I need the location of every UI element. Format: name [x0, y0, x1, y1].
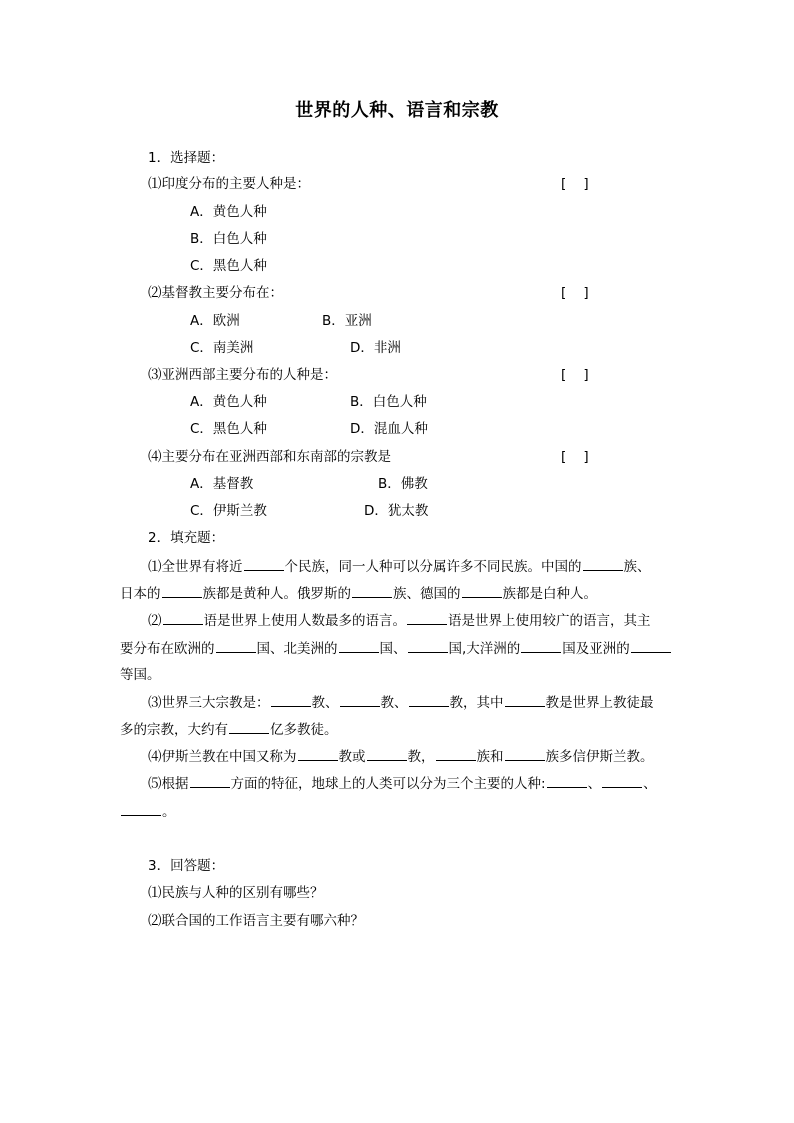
option: C．南美洲 [190, 340, 254, 356]
fill-text: 、 [587, 776, 602, 792]
fill-line [120, 801, 176, 822]
answer-blank[interactable] [436, 746, 476, 761]
fill-line [148, 746, 654, 767]
fill-text: 要分布在欧洲的 [120, 641, 215, 657]
answer-blank[interactable] [271, 692, 311, 707]
page-title: 世界的人种、语言和宗教 [295, 100, 499, 121]
fill-line [148, 556, 651, 577]
fill-text: 方面的特征，地球上的人类可以分为三个主要的人种: [230, 776, 546, 792]
answer-blank[interactable] [352, 583, 392, 598]
answer-bracket: [ ] [561, 367, 589, 383]
fill-line [148, 610, 651, 631]
fill-text: 教、 [311, 695, 339, 711]
fill-text: ⑴全世界有将近 [148, 559, 243, 575]
fill-text: ⑷伊斯兰教在中国又称为 [148, 749, 297, 765]
answer-blank[interactable] [547, 773, 587, 788]
fill-line [120, 638, 672, 659]
option: A．黄色人种 [190, 204, 267, 220]
fill-text: 多的宗教，大约有 [120, 722, 228, 738]
option: D．犹太教 [364, 503, 429, 519]
fill-text: 族、德国的 [393, 586, 461, 602]
section-heading: 2．填充题： [148, 530, 225, 546]
option: D．非洲 [350, 340, 401, 356]
fill-text: 教、 [380, 695, 408, 711]
answer-blank[interactable] [505, 692, 545, 707]
fill-text: 教， [407, 749, 435, 765]
question-stem: ⑵基督教主要分布在： [148, 285, 283, 301]
answer-bracket: [ ] [561, 176, 589, 192]
answer-blank[interactable] [407, 610, 447, 625]
answer-blank[interactable] [631, 638, 671, 653]
option: B．白色人种 [190, 231, 267, 247]
question-stem: ⑴印度分布的主要人种是： [148, 176, 310, 192]
fill-text: 族和 [476, 749, 504, 765]
fill-text: 国及亚洲的 [562, 641, 630, 657]
fill-text: 教，其中 [449, 695, 504, 711]
fill-text: 等国。 [120, 667, 161, 683]
answer-bracket: [ ] [561, 449, 589, 465]
answer-blank[interactable] [121, 801, 161, 816]
fill-line [148, 692, 654, 713]
fill-text: 国、北美洲的 [256, 641, 338, 657]
question-stem: ⑷主要分布在亚洲西部和东南部的宗教是 [148, 449, 391, 465]
answer-blank[interactable] [367, 746, 407, 761]
answer-blank[interactable] [244, 556, 284, 571]
answer-blank[interactable] [163, 610, 203, 625]
answer-blank[interactable] [409, 692, 449, 707]
fill-line [120, 719, 338, 740]
answer-blank[interactable] [229, 719, 269, 734]
fill-text: 族、 [623, 559, 651, 575]
section-heading: 3．回答题： [148, 858, 225, 874]
question-stem: ⑵联合国的工作语言主要有哪六种？ [148, 913, 364, 929]
fill-text: ⑵ [148, 613, 162, 629]
fill-text: 族都是白种人。 [502, 586, 597, 602]
fill-text: 。 [162, 804, 176, 820]
answer-blank[interactable] [462, 583, 502, 598]
option: B．白色人种 [350, 394, 427, 410]
fill-text: 日本的 [120, 586, 161, 602]
answer-blank[interactable] [298, 746, 338, 761]
answer-blank[interactable] [339, 638, 379, 653]
answer-blank[interactable] [408, 638, 448, 653]
fill-text: 个民族，同一人种可以分属许多不同民族。中国的 [284, 559, 582, 575]
option: C．黑色人种 [190, 258, 267, 274]
answer-blank[interactable] [190, 773, 230, 788]
fill-line [148, 773, 657, 794]
answer-bracket: [ ] [561, 285, 589, 301]
fill-text: 、 [643, 776, 657, 792]
fill-text: 国、 [379, 641, 407, 657]
option: C．伊斯兰教 [190, 503, 267, 519]
option: D．混血人种 [350, 421, 428, 437]
answer-blank[interactable] [602, 773, 642, 788]
fill-text: 教或 [338, 749, 366, 765]
fill-line [120, 583, 597, 604]
option: A．基督教 [190, 476, 254, 492]
fill-text: ⑶世界三大宗教是： [148, 695, 270, 711]
fill-text: 亿多教徒。 [270, 722, 338, 738]
option: C．黑色人种 [190, 421, 267, 437]
option: A．欧洲 [190, 313, 240, 329]
fill-text: 族多信伊斯兰教。 [545, 749, 654, 765]
answer-blank[interactable] [521, 638, 561, 653]
answer-blank[interactable] [216, 638, 256, 653]
fill-text: 语是世界上使用人数最多的语言。 [203, 613, 406, 629]
option: B．佛教 [378, 476, 428, 492]
fill-text: 教是世界上教徒最 [545, 695, 654, 711]
answer-blank[interactable] [340, 692, 380, 707]
fill-text: ⑸根据 [148, 776, 189, 792]
answer-blank[interactable] [583, 556, 623, 571]
fill-text: 族都是黄种人。俄罗斯的 [202, 586, 351, 602]
question-stem: ⑶亚洲西部主要分布的人种是： [148, 367, 337, 383]
answer-blank[interactable] [162, 583, 202, 598]
section-heading: 1．选择题： [148, 150, 225, 166]
answer-blank[interactable] [505, 746, 545, 761]
question-stem: ⑴民族与人种的区别有哪些？ [148, 885, 324, 901]
option: B．亚洲 [322, 313, 372, 329]
option: A．黄色人种 [190, 394, 267, 410]
fill-text: 语是世界上使用较广的语言，其主 [448, 613, 651, 629]
fill-text: 国,大洋洲的 [448, 641, 521, 657]
